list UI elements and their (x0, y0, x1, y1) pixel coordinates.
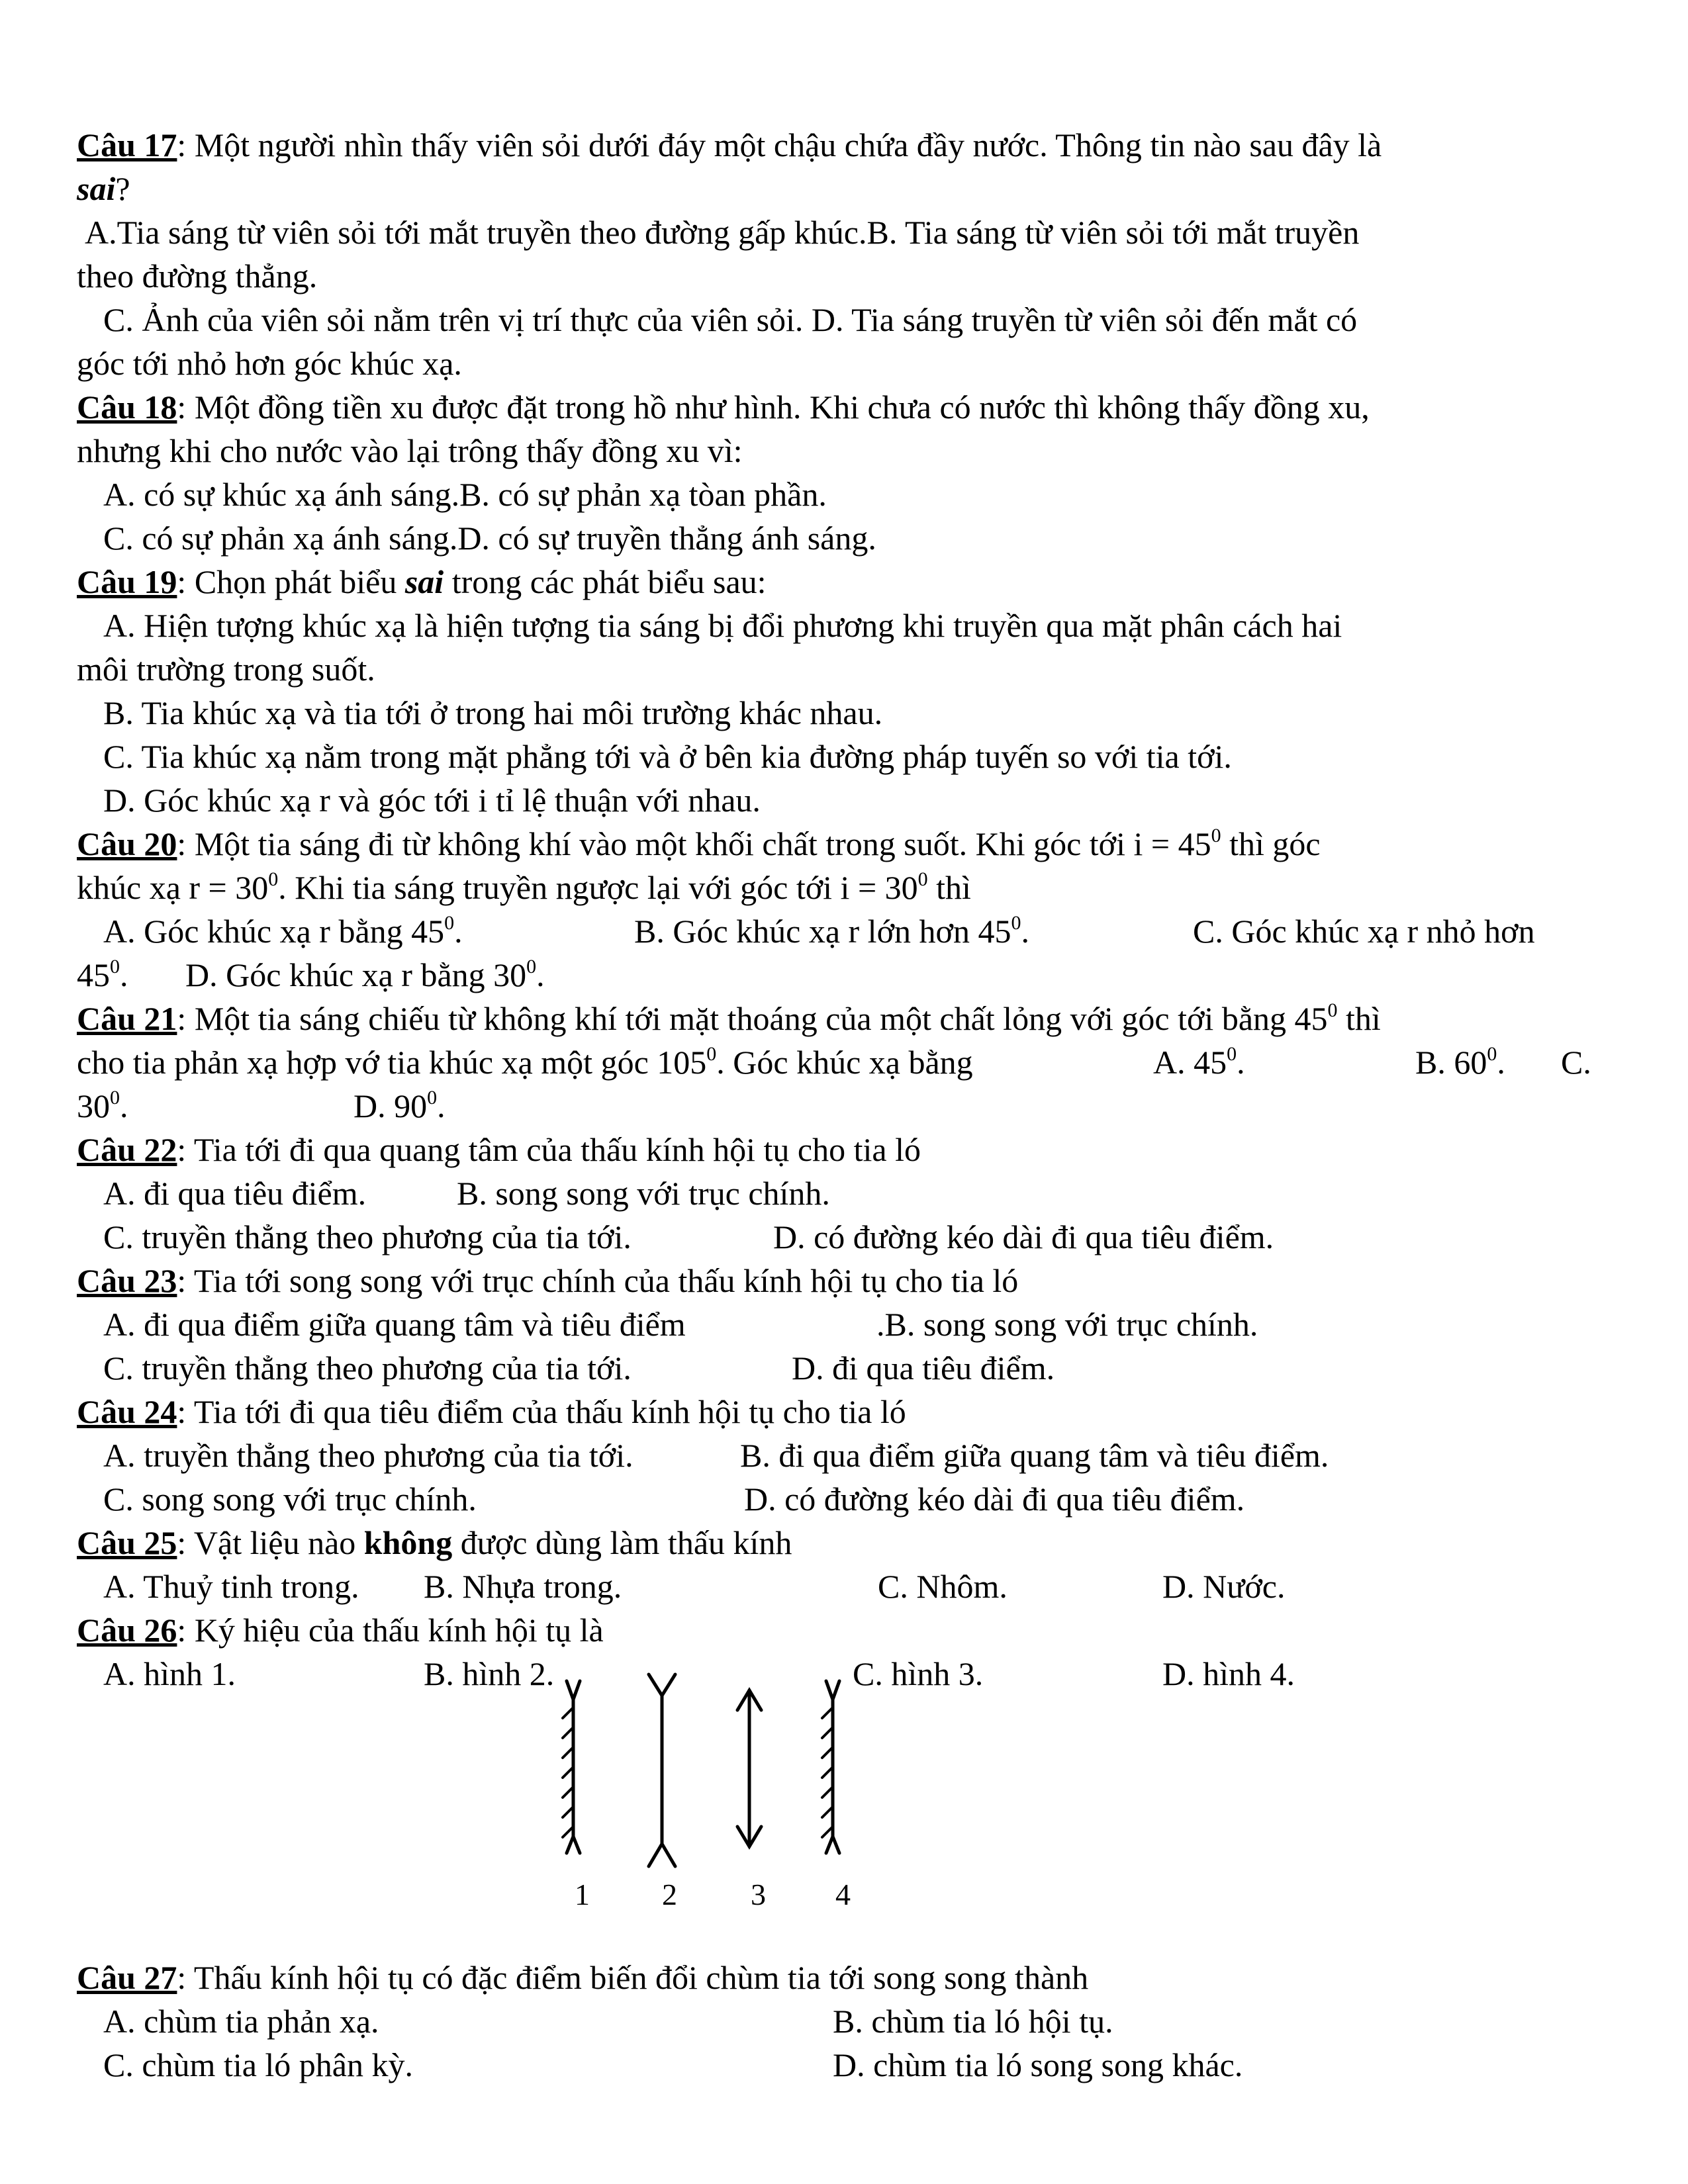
q20-option-c-value: 45 (77, 956, 110, 993)
q23-option-c: C. truyền thẳng theo phương của tia tới. (103, 1349, 632, 1387)
q21-stem-4: . Góc khúc xạ bằng (716, 1044, 973, 1081)
q19-sai: sai (404, 563, 444, 600)
q22-option-a: A. đi qua tiêu điểm. (103, 1175, 367, 1212)
lens-symbol-4 (822, 1681, 839, 1853)
q25-stem-pre: : Vật liệu nào (177, 1524, 364, 1561)
q26-option-a: A. hình 1. (103, 1655, 236, 1692)
q27-option-a: A. chùm tia phản xạ. (103, 2003, 379, 2040)
q22-option-c: C. truyền thẳng theo phương của tia tới. (103, 1218, 632, 1255)
lens-symbol-3 (737, 1690, 761, 1846)
q19-line-3: môi trường trong suốt. (77, 651, 375, 688)
q20-dot: . (120, 956, 128, 993)
q27-label: Câu 27 (77, 1959, 177, 1996)
q21-dot: . (1497, 1044, 1505, 1081)
q22-option-b: B. song song với trục chính. (457, 1175, 830, 1212)
q24-option-c: C. song song với trục chính. (103, 1480, 477, 1518)
q21-line-2 (77, 1040, 973, 1084)
q21-option-d-text: D. 90 (353, 1087, 428, 1124)
q21-option-a (1153, 1040, 1245, 1084)
q24-option-b: B. đi qua điểm giữa quang tâm và tiêu điểm. (740, 1437, 1329, 1474)
q19-line-2: A. Hiện tượng khúc xạ là hiện tượng tia sáng bị đổi phương khi truyền qua mặt phân cách hai (103, 607, 1342, 644)
q17-label: Câu 17 (77, 126, 177, 163)
q26-line-1 (77, 1608, 604, 1652)
q19-stem-pre: : Chọn phát biểu (177, 563, 405, 600)
q20-degree: 0 (110, 956, 120, 978)
q17-qmark: ? (115, 170, 130, 207)
figure-label-4: 4 (835, 1878, 851, 1911)
q17-stem: : Một người nhìn thấy viên sỏi dưới đáy một chậu chứa đầy nước. Thông tin nào sau đây là (177, 126, 1382, 163)
q17-line-3: A.Tia sáng từ viên sỏi tới mắt truyền theo đường gấp khúc.B. Tia sáng từ viên sỏi tới mắt truyền (85, 214, 1360, 251)
q17-sai: sai (77, 170, 116, 207)
q20-stem-3: khúc xạ r = 30 (77, 869, 269, 906)
q17-line-1 (77, 123, 1382, 167)
figure-label-3: 3 (751, 1878, 766, 1911)
q25-line-1 (77, 1521, 792, 1565)
q23-stem: : Tia tới song song với trục chính của thấu kính hội tụ cho tia ló (177, 1262, 1019, 1299)
q21-dot: . (1237, 1044, 1245, 1081)
q20-dot: . (536, 956, 545, 993)
figure-label-1: 1 (575, 1878, 590, 1911)
q26-option-b: B. hình 2. (424, 1655, 555, 1692)
q17-line-2 (77, 167, 130, 210)
q25-option-b: B. Nhựa trong. (424, 1568, 622, 1605)
q21-dot: . (120, 1087, 128, 1124)
q21-stem-2: thì (1337, 1000, 1381, 1037)
q20-dot: . (1021, 913, 1029, 950)
q21-option-c-value: 30 (77, 1087, 110, 1124)
q21-option-c: C. (1561, 1044, 1591, 1081)
q20-option-b (634, 909, 1029, 953)
q19-line-6: D. Góc khúc xạ r và góc tới i tỉ lệ thuận với nhau. (103, 782, 761, 819)
q20-option-d-text: D. Góc khúc xạ r bằng 30 (185, 956, 527, 993)
q23-line-1 (77, 1259, 1018, 1302)
q19-stem-post: trong các phát biểu sau: (444, 563, 767, 600)
q21-option-b-text: B. 60 (1415, 1044, 1487, 1081)
q22-stem: : Tia tới đi qua quang tâm của thấu kính hội tụ cho tia ló (177, 1131, 921, 1168)
q21-degree: 0 (706, 1043, 717, 1065)
q18-line-1 (77, 385, 1370, 429)
q20-option-d (185, 953, 545, 997)
q19-label: Câu 19 (77, 563, 177, 600)
q24-option-d: D. có đường kéo dài đi qua tiêu điểm. (744, 1480, 1245, 1518)
q21-stem-1: : Một tia sáng chiếu từ không khí tới mặt thoáng của một chất lỏng với góc tới bằng 45 (177, 1000, 1328, 1037)
q23-option-a: A. đi qua điểm giữa quang tâm và tiêu điểm (103, 1306, 686, 1343)
q20-stem-4: . Khi tia sáng truyền ngược lại với góc tới i = 30 (278, 869, 918, 906)
q21-stem-3: cho tia phản xạ hợp vớ tia khúc xạ một góc 105 (77, 1044, 707, 1081)
q20-dot: . (454, 913, 463, 950)
q18-line-4: C. có sự phản xạ ánh sáng.D. có sự truyền thẳng ánh sáng. (103, 520, 876, 557)
q18-line-3: A. có sự khúc xạ ánh sáng.B. có sự phản xạ tòan phần. (103, 476, 827, 513)
q24-option-a: A. truyền thẳng theo phương của tia tới. (103, 1437, 633, 1474)
q26-stem: : Ký hiệu của thấu kính hội tụ là (177, 1612, 604, 1649)
q25-option-d: D. Nước. (1162, 1568, 1286, 1605)
q24-label: Câu 24 (77, 1393, 177, 1430)
q23-option-b: .B. song song với trục chính. (876, 1306, 1258, 1343)
q21-dot: . (437, 1087, 445, 1124)
lens-symbol-1 (563, 1681, 580, 1853)
q20-option-c-cont (77, 953, 128, 997)
q20-option-b-text: B. Góc khúc xạ r lớn hơn 45 (634, 913, 1011, 950)
q20-option-a (103, 909, 463, 953)
q21-option-d (353, 1084, 445, 1128)
q20-degree: 0 (444, 912, 455, 934)
q24-line-1 (77, 1390, 906, 1433)
q21-degree: 0 (1227, 1043, 1237, 1065)
q22-line-1 (77, 1128, 921, 1171)
q20-degree: 0 (917, 868, 928, 890)
q25-option-c: C. Nhôm. (878, 1568, 1008, 1605)
q22-label: Câu 22 (77, 1131, 177, 1168)
q21-degree: 0 (427, 1087, 438, 1109)
q21-degree: 0 (1327, 999, 1338, 1021)
q20-option-c: C. Góc khúc xạ r nhỏ hơn (1193, 913, 1535, 950)
q25-label: Câu 25 (77, 1524, 177, 1561)
q20-stem-2: thì góc (1221, 825, 1321, 862)
q20-option-a-text: A. Góc khúc xạ r bằng 45 (103, 913, 445, 950)
q20-degree: 0 (1211, 825, 1221, 846)
q26-option-d: D. hình 4. (1162, 1655, 1295, 1692)
q18-label: Câu 18 (77, 388, 177, 426)
q18-line-2: nhưng khi cho nước vào lại trông thấy đồng xu vì: (77, 432, 743, 469)
lens-symbols-figure (543, 1661, 887, 1880)
q22-option-d: D. có đường kéo dài đi qua tiêu điểm. (773, 1218, 1274, 1255)
q17-line-5: C. Ảnh của viên sỏi nằm trên vị trí thực của viên sỏi. D. Tia sáng truyền từ viên sỏi đến mắt có (103, 301, 1358, 338)
q20-degree: 0 (268, 868, 279, 890)
q21-line-1 (77, 997, 1381, 1040)
q21-option-c-cont (77, 1084, 128, 1128)
q27-stem: : Thấu kính hội tụ có đặc điểm biến đổi chùm tia tới song song thành (177, 1959, 1089, 1996)
q27-line-1 (77, 1956, 1088, 1999)
q25-stem-post: được dùng làm thấu kính (452, 1524, 792, 1561)
q19-line-4: B. Tia khúc xạ và tia tới ở trong hai môi trường khác nhau. (103, 694, 883, 731)
q20-stem-1: : Một tia sáng đi từ không khí vào một khối chất trong suốt. Khi góc tới i = 45 (177, 825, 1211, 862)
q23-option-d: D. đi qua tiêu điểm. (792, 1349, 1055, 1387)
lens-symbol-2 (649, 1674, 675, 1866)
q21-degree: 0 (110, 1087, 120, 1109)
q25-option-a: A. Thuỷ tinh trong. (103, 1568, 359, 1605)
q17-line-4: theo đường thẳng. (77, 257, 318, 295)
q20-line-1 (77, 822, 1321, 866)
q20-stem-5: thì (927, 869, 971, 906)
q25-khong: không (363, 1524, 453, 1561)
figure-label-2: 2 (662, 1878, 677, 1911)
q27-option-b: B. chùm tia ló hội tụ. (833, 2003, 1113, 2040)
q20-degree: 0 (526, 956, 537, 978)
q23-label: Câu 23 (77, 1262, 177, 1299)
q20-label: Câu 20 (77, 825, 177, 862)
q21-label: Câu 21 (77, 1000, 177, 1037)
q27-option-d: D. chùm tia ló song song khác. (833, 2046, 1243, 2083)
q20-line-2 (77, 866, 971, 909)
q21-option-a-text: A. 45 (1153, 1044, 1227, 1081)
q27-option-c: C. chùm tia ló phân kỳ. (103, 2046, 413, 2083)
q21-degree: 0 (1487, 1043, 1497, 1065)
q18-stem: : Một đồng tiền xu được đặt trong hồ như hình. Khi chưa có nước thì không thấy đồng xu, (177, 388, 1370, 426)
q26-label: Câu 26 (77, 1612, 177, 1649)
q20-degree: 0 (1011, 912, 1021, 934)
q26-option-c: C. hình 3. (853, 1655, 984, 1692)
q19-line-5: C. Tia khúc xạ nằm trong mặt phẳng tới và ở bên kia đường pháp tuyến so với tia tới. (103, 738, 1232, 775)
q17-line-6: góc tới nhỏ hơn góc khúc xạ. (77, 345, 462, 382)
q21-option-b (1415, 1040, 1505, 1084)
q24-stem: : Tia tới đi qua tiêu điểm của thấu kính hội tụ cho tia ló (177, 1393, 906, 1430)
q19-line-1 (77, 560, 767, 604)
